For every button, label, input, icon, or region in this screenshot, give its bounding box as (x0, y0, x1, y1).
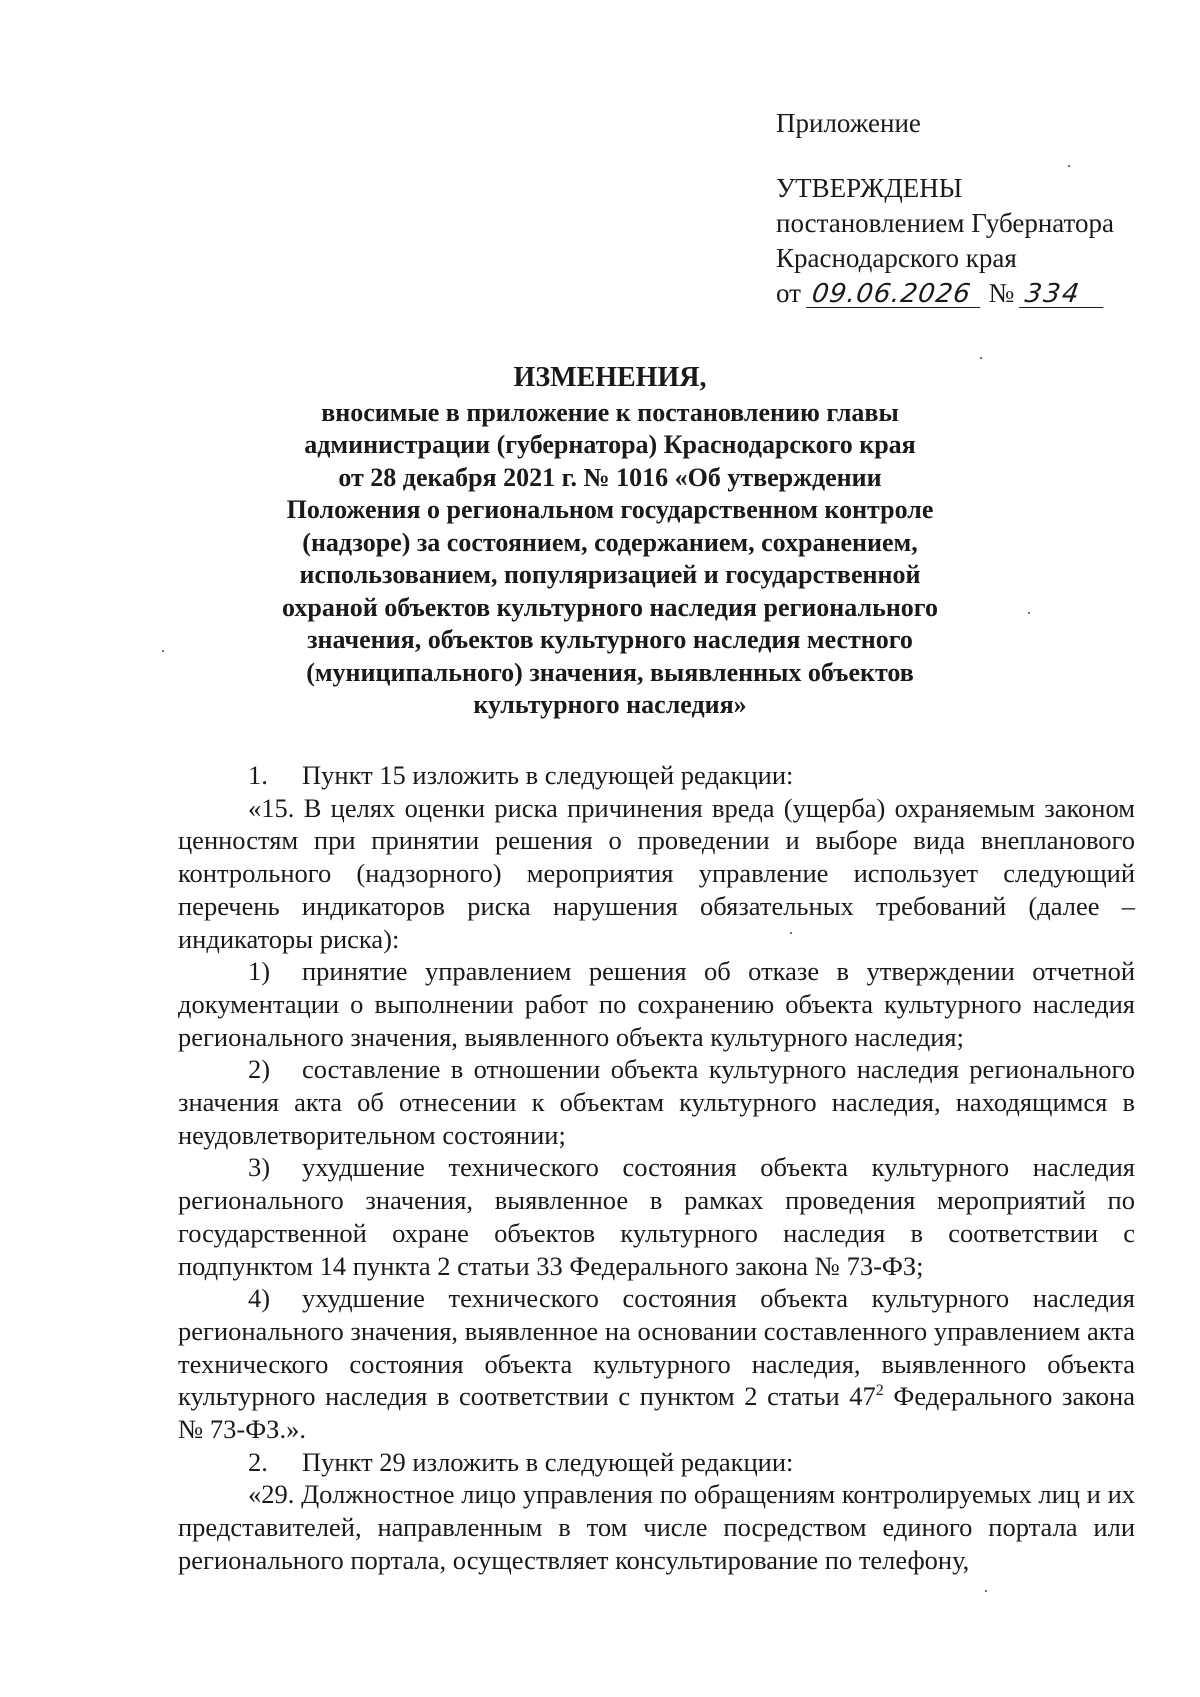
list-item (178, 1151, 1135, 1282)
title-line: (надзоре) за состоянием, содержанием, сохранением, (302, 527, 918, 557)
from-label: от (776, 278, 801, 308)
list-item-text: ухудшение технического состояния объекта культурного наследия регионального значения, выявленное в рамках проведения мероприятий по государственной охране объектов культурного наследия в соответствии с подпунктом 14 пункта 2 статьи 33 Федерального закона № 73-ФЗ; (178, 1152, 1135, 1281)
list-item-text: ухудшение технического состояния объекта культурного наследия регионального значения, выявленное на основании составленного управлением акта технического состояния объекта культурного наследия, выявленного объекта культурного наследия в соответствии с пунктом 2 статьи 47 (178, 1283, 1135, 1412)
list-item (178, 1282, 1135, 1446)
title-line: культурного наследия» (473, 690, 747, 719)
number-label: № (988, 278, 1015, 308)
appendix-label: Приложение (776, 108, 921, 138)
approved-label: УТВЕРЖДЕНЫ (776, 173, 963, 203)
paragraph-1 (178, 759, 1135, 792)
item-marker: 1. (248, 760, 268, 790)
paragraph-text: Пункт 29 изложить в следующей редакции: (302, 1446, 794, 1477)
list-item-tail: Федерального закона № 73-ФЗ.». (178, 1381, 1135, 1445)
title-line: вносимые в приложение к постановлению главы (321, 397, 899, 427)
item-marker: 4) (248, 1283, 271, 1314)
item-marker: 1) (248, 956, 271, 987)
paragraph-15: «15. В целях оценки риска причинения вреда (ущерба) охраняемым законом ценностям при принятии решения о проведении и выборе вида внепланового контрольного (надзорного) мероприятия управление использует следующий перечень индикаторов риска нарушения обязательных требований (далее – индикаторы риска): (178, 792, 1135, 954)
handwritten-date: 09.06.2026 (806, 281, 984, 308)
title-line: администрации (губернатора) Краснодарского края (304, 430, 916, 459)
list-item-text: составление в отношении объекта культурного наследия регионального значения акта об отнесении к объектам культурного наследия, находящимся в неудовлетворительном состоянии; (178, 1054, 1135, 1150)
document-body (178, 759, 1135, 1577)
title-line: охраной объектов культурного наследия регионального (282, 592, 938, 622)
title-line: использованием, популяризацией и государственной (299, 560, 921, 589)
list-item (178, 955, 1135, 1053)
paragraph-2 (178, 1446, 1135, 1479)
title-line: значения, объектов культурного наследия местного (307, 625, 913, 654)
title-line: от 28 декабря 2021 г. № 1016 «Об утверждении (338, 462, 882, 492)
superscript: 2 (875, 1382, 884, 1400)
title-main: ИЗМЕНЕНИЯ, (513, 362, 707, 393)
handwritten-number: 334 (1019, 281, 1107, 308)
list-item (178, 1053, 1135, 1151)
item-marker: 2. (248, 1446, 268, 1477)
approval-line-2: Краснодарского края (776, 243, 1017, 273)
approval-line-1: постановлением Губернатора (776, 208, 1114, 238)
approval-block (776, 106, 1114, 311)
item-marker: 3) (248, 1152, 271, 1183)
paragraph-text: Пункт 15 изложить в следующей редакции: (302, 760, 794, 790)
approval-date-line (776, 276, 1114, 311)
list-item-text: принятие управлением решения об отказе в утверждении отчетной документации о выполнении работ по сохранению объекта культурного наследия регионального значения, выявленного объекта культурного наследия; (178, 956, 1135, 1052)
paragraph-29: «29. Должностное лицо управления по обращениям контролируемых лиц и их представителей, направленным в том числе посредством единого портала или регионального портала, осуществляет консультирование по телефону, (178, 1479, 1135, 1575)
title-line: (муниципального) значения, выявленных объектов (306, 657, 914, 687)
document-title (170, 362, 1050, 722)
title-line: Положения о региональном государственном контроле (286, 495, 934, 524)
item-marker: 2) (248, 1054, 271, 1085)
